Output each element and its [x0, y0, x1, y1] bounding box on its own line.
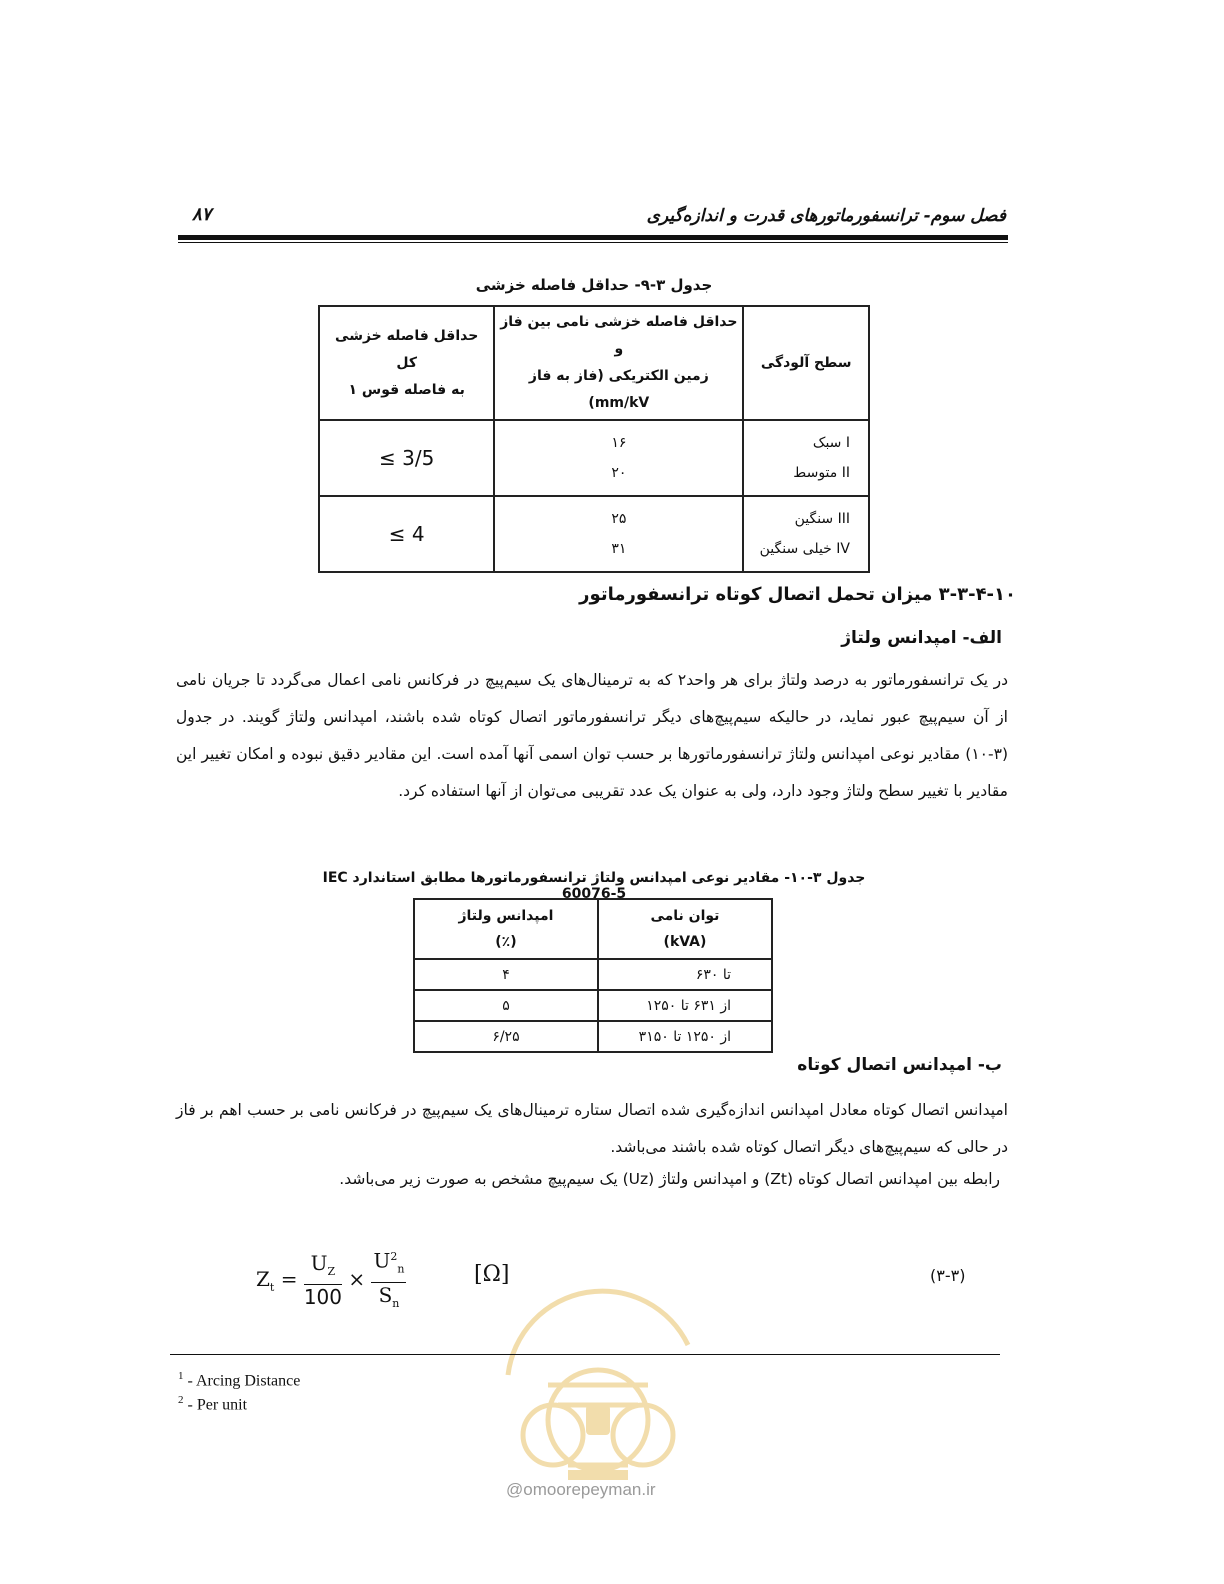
- table-row: [414, 959, 772, 990]
- level-item: III سنگین: [794, 511, 850, 527]
- subheading-b: ب- امپدانس اتصال کوتاه: [797, 1055, 1002, 1075]
- level-item: I سبک: [812, 435, 850, 451]
- paragraph-a: در یک ترانسفورماتور به درصد ولتاژ برای هر واحد۲ که به ترمینال‌های یک سیم‌پیچ در فرکانس نامی اعمال می‌گردد تا جریان نامی از آن سیم‌پیچ عبور نماید، در حالیکه سیم‌پیچ‌های دیگر ترانسفورماتور اتصال کوتاه شده باشند، امپدانس ولتاژ گویند. در جدول (۳-۱۰) مقادیر نوعی امپدانس ولتاژ ترانسفورماتورها بر حسب توان اسمی آنها آمده است. این مقادیر دقیق نبوده و امکان تغییر این مقادیر با تغییر سطح ولتاژ وجود دارد، ولی به عنوان یک عدد تقریبی می‌توان از آنها استفاده کرد.: [176, 671, 1008, 800]
- table2-header-impedance-line2: (٪): [495, 934, 517, 950]
- header-rule: [178, 235, 1008, 240]
- phase-value: ۳۱: [611, 541, 627, 557]
- table2-cell-power: از ۶۳۱ تا ۱۲۵۰: [598, 990, 772, 1021]
- table1-header-total-line2: به فاصله قوس ۱: [348, 381, 465, 398]
- subheading-a: الف- امپدانس ولتاژ: [841, 628, 1002, 648]
- table1-header-phase-line1: حداقل فاصله خزشی نامی بین فاز و: [500, 314, 738, 357]
- table-row: [319, 420, 869, 496]
- table2-cell-impedance: ۵: [414, 990, 598, 1021]
- chapter-title: فصل سوم- ترانسفورماتورهای قدرت و اندازه‌گیری: [646, 206, 1006, 226]
- formula-equals: =: [280, 1266, 304, 1291]
- equation-number: (۳-۳): [930, 1266, 966, 1285]
- table2-cell-power: از ۱۲۵۰ تا ۳۱۵۰: [598, 1021, 772, 1052]
- table1-header-phase-line2: زمین الکتریکی (فاز به فاز mm/kV): [528, 368, 709, 411]
- table1-cell-level: [743, 496, 869, 572]
- table1-header-total-line1: حداقل فاصله خزشی کل: [335, 327, 479, 371]
- footnote-2: $^2$ - Per unit: [178, 1394, 248, 1414]
- formula-fraction-1: $\frac{U_Z}{100}$: [303, 1251, 342, 1310]
- table2-header-impedance-line1: امپدانس ولتاژ: [458, 908, 554, 924]
- table-row: [319, 496, 869, 572]
- header-rule-thin: [178, 242, 1008, 243]
- formula: [256, 1245, 406, 1316]
- section-heading: ۳-۳-۴-۱۰ میزان تحمل اتصال کوتاه ترانسفورماتور: [579, 584, 1016, 605]
- table1-header-row: [319, 306, 869, 420]
- table2-header-power-line1: توان نامی: [650, 908, 720, 924]
- table1-cell-level: [743, 420, 869, 496]
- table1-cell-phase: [494, 420, 743, 496]
- table1: [318, 305, 870, 573]
- table2-header-power: [598, 899, 772, 959]
- level-item: IV خیلی سنگین: [759, 541, 850, 557]
- phase-value: ۲۰: [611, 465, 627, 481]
- table1-cell-total: ≤ 3/5: [319, 420, 494, 496]
- table2-header-power-line2: (kVA): [663, 934, 707, 950]
- table-row: [414, 1021, 772, 1052]
- table1-header-pollution: سطح آلودگی: [743, 306, 869, 420]
- table2-caption: جدول ۳-۱۰- مقادیر نوعی امپدانس ولتاژ ترانسفورماتورها مطابق استاندارد IEC 60076-5: [322, 870, 866, 902]
- paragraph-b: امپدانس اتصال کوتاه معادل امپدانس اندازه‌گیری شده اتصال ستاره ترمینال‌های یک سیم‌پیچ در فرکانس نامی بر حسب اهم بر فاز در حالی که سیم‌پیچ‌های دیگر اتصال کوتاه شده باشند می‌باشد.: [176, 1101, 1008, 1156]
- table2-cell-impedance: ۴: [414, 959, 598, 990]
- table1-caption: جدول ۳-۹- حداقل فاصله خزشی: [475, 276, 713, 294]
- table2-cell-power: تا ۶۳۰: [598, 959, 772, 990]
- table1-header-phase: [494, 306, 743, 420]
- table1-cell-phase: [494, 496, 743, 572]
- level-item: II متوسط: [793, 465, 850, 481]
- formula-times: ×: [348, 1266, 366, 1291]
- footnote-rule: [170, 1354, 1000, 1355]
- page-number: ۸۷: [192, 204, 212, 225]
- watermark-site: @omoorepeyman.ir: [506, 1480, 656, 1499]
- table1-header-total: [319, 306, 494, 420]
- table2: [413, 898, 773, 1053]
- watermark-logo: [478, 1245, 718, 1495]
- table2-cell-impedance: ۶/۲۵: [414, 1021, 598, 1052]
- table2-header-row: [414, 899, 772, 959]
- footnote-1: $^1$ - Arcing Distance: [178, 1370, 301, 1390]
- table-row: [414, 990, 772, 1021]
- phase-value: ۱۶: [611, 435, 627, 451]
- formula-lhs: $Z_t$: [256, 1266, 275, 1294]
- formula-unit: [Ω]: [474, 1262, 510, 1287]
- table1-cell-total: ≤ 4: [319, 496, 494, 572]
- paragraph-c: رابطه بین امپدانس اتصال کوتاه (Zt) و امپدانس ولتاژ (Uz) یک سیم‌پیچ مشخص به صورت زیر می‌باشد.: [339, 1170, 1000, 1188]
- formula-fraction-2: $\frac{U^2_n}{S_n}$: [371, 1245, 406, 1316]
- phase-value: ۲۵: [611, 511, 627, 527]
- table2-header-impedance: [414, 899, 598, 959]
